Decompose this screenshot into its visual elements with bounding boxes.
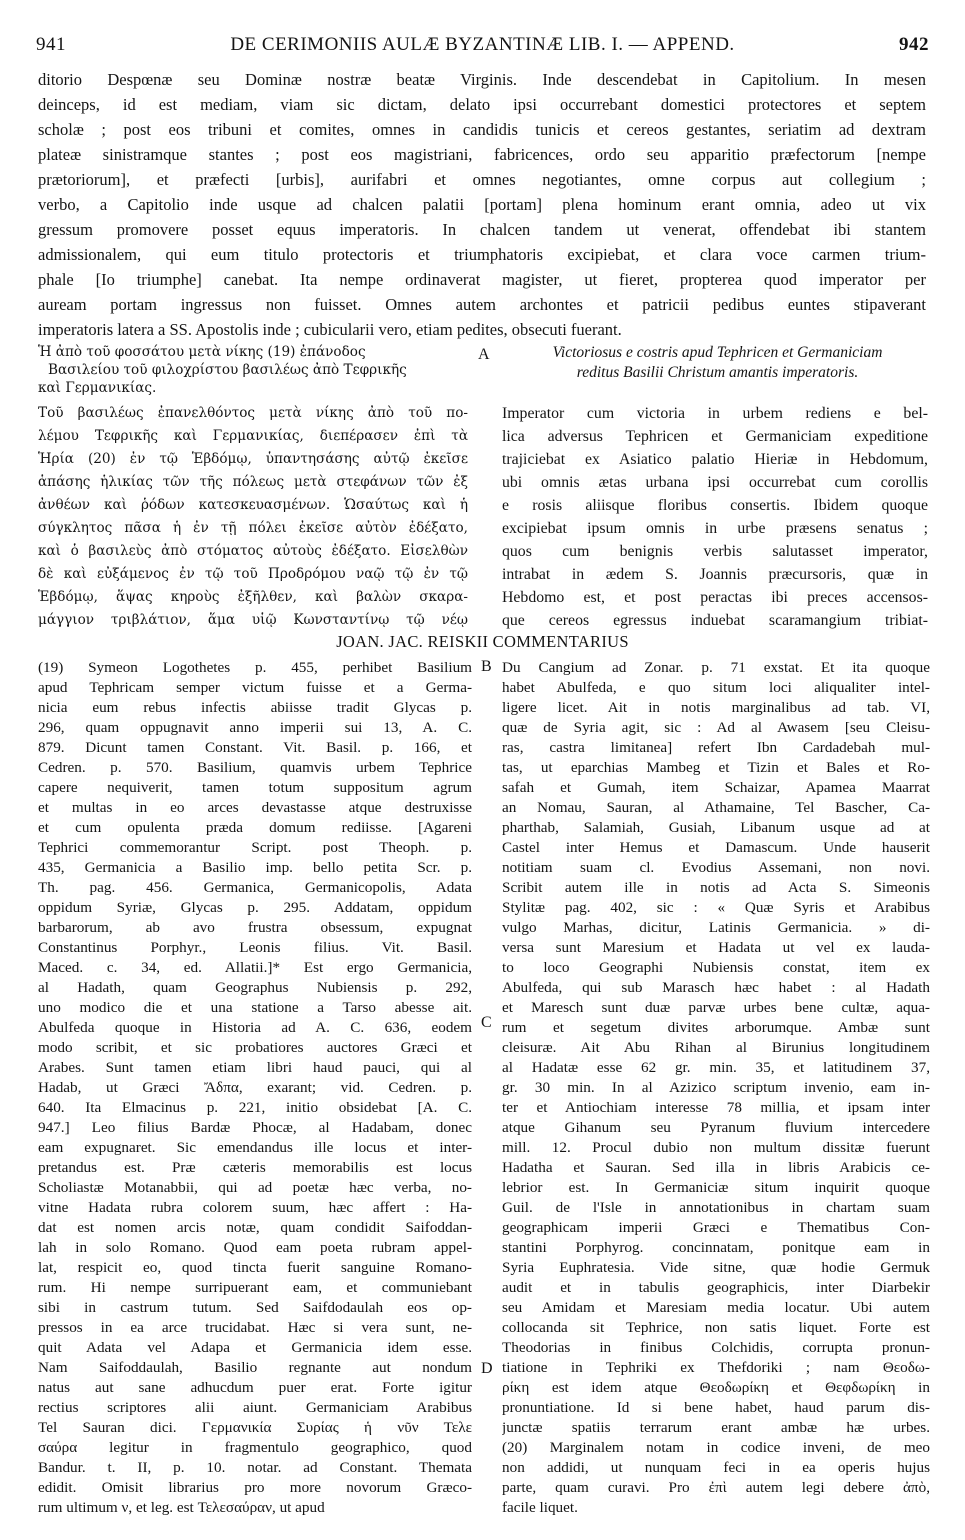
latin-line: ubi omnis ætas urbana ipsi occurrebat cum corollis	[502, 474, 928, 491]
greek-line: μάγγιον τριβλάτιον, ἅμα υἱῷ Κωνσταντίνῳ τῷ νέῳ	[38, 612, 468, 628]
text-line: plateæ sinistramque stantes ; post eos magistriani, fabricences, ordo seu apparitio præfectorum [nempe	[38, 145, 926, 164]
commentary-line: oppidum Syriæ, Glycas p. 295. Addatam, oppidum	[38, 899, 472, 916]
commentary-line: lat, respicit eo, quod tincta fuerit sanguine Romano-	[38, 1259, 472, 1276]
commentary-line: 879. Dicunt tamen Constant. Vit. Basil. p. 166, et	[38, 739, 472, 756]
commentary-line: safah et Gumah, item Schaizar, Apamea Maarrat	[502, 779, 930, 796]
commentary-line: rectius scriptores alii aiunt. Germaniciam Arabibus	[38, 1399, 472, 1416]
latin-section-title-line: Victoriosus e costris apud Tephricen et Germaniciam	[552, 344, 883, 361]
commentary-line: collocanda sit Tephrice, non satis liquet. Forte est	[502, 1319, 930, 1336]
commentary-line: 435, Germanicia a Basilio imp. bello petita Scr. p.	[38, 859, 472, 876]
greek-line: Τοῦ βασιλέως ἐπανελθόντος μετὰ νίκης ἀπὸ τοῦ πο-	[38, 405, 468, 421]
commentary-line: 947.] Leo filius Bardæ Phocæ, al Hadabam, donec	[38, 1119, 472, 1136]
commentary-line: quit Adata vel Adapa et Germanicia idem esse.	[38, 1339, 472, 1356]
commentary-line: al Hadatæ esse 62 gr. min. 35, et latitudinem 37,	[502, 1059, 930, 1076]
commentary-line: Maced. c. 34, ed. Allatii.]* Est ergo Germanicia,	[38, 959, 472, 976]
commentary-line: Castel inter Hemus et Damascum. Unde hauserit	[502, 839, 930, 856]
commentary-line: Tephrici commemorantur Script. post Theoph. p.	[38, 839, 472, 856]
commentary-line: Abulfeda quoque in Historia ad A. C. 636, eodem	[38, 1019, 472, 1036]
commentary-line: Hadab, ut Græci Ἄδπα, exarant; vid. Cedren. p.	[38, 1079, 472, 1096]
page-number-left: 941	[36, 34, 66, 55]
text-line: ditorio Despœnæ seu Dominæ nostræ beatæ Virginis. Inde descendebat in Capitolium. In mesen	[38, 70, 926, 89]
commentary-line: pronuntiatione. Id si bene habet, haud parum dis-	[502, 1399, 930, 1416]
commentary-line: lah in solo Romano. Quod eam poeta rubram appel-	[38, 1239, 472, 1256]
margin-marker-d: D	[481, 1360, 493, 1377]
commentary-line: al Hadath, quam Geographus Nubiensis p. 292,	[38, 979, 472, 996]
greek-line: καὶ ὁ βασιλεὺς ἀπὸ στόματος αὐτοὺς ἐδέξατο. Εἰσελθὼν	[38, 543, 468, 559]
commentary-line: 296, quam oppugnavit anno imperii sui 13, A. C.	[38, 719, 472, 736]
commentary-line: geographicam imperii Græci e Thematibus Con-	[502, 1219, 930, 1236]
commentary-line: Nam Saifoddaulah, Basilio regnante aut nondum	[38, 1359, 472, 1376]
commentary-line: modo scribit, et sic probatiores auctores Græci et	[38, 1039, 472, 1056]
commentary-line: Constantinus Porphyr., Leonis filius. Vit. Basil.	[38, 939, 472, 956]
commentary-line: lebrior est. In Germaniciæ situm inquirit quoque	[502, 1179, 930, 1196]
commentary-line: Arabes. Sunt tamen etiam libri haud pauci, qui al	[38, 1059, 472, 1076]
commentary-line: facile liquet.	[502, 1499, 578, 1516]
commentary-line: audit et in tabulis geographicis, inter Diarbekir	[502, 1279, 930, 1296]
commentary-line: Cedren. p. 570. Basilium, quamvis urbem Tephrice	[38, 759, 472, 776]
text-line: prætoriorum], et præfecti [urbis], aurifabri et omnes negotiantes, omne corpus aut collegium ;	[38, 170, 926, 189]
commentary-line: ρίκη est idem atque Θεοδωρίκη et Θεφδωρίκη in	[502, 1379, 930, 1396]
commentary-line: an Nomau, Sauran, al Athamaine, Tel Bascher, Ca-	[502, 799, 930, 816]
commentary-line: dat est nomen arcis notæ, quam condidit Saifoddan-	[38, 1219, 472, 1236]
commentary-line: mill. 12. Procul dubio non multum dissitæ fuerunt	[502, 1139, 930, 1156]
latin-line: que cereos egressus induebat scaramangium tribiat-	[502, 612, 928, 629]
commentary-line: eam expugnaret. Sic emendandus ille locus et inter-	[38, 1139, 472, 1156]
latin-line: trajiciebat ex Asiatico palatio Hieriæ in Hebdomum,	[502, 451, 928, 468]
commentary-line: Abulfeda, qui sub Marasch hæc habet : al Hadath	[502, 979, 930, 996]
text-line: admissionalem, qui eum titulo protectoris et triumphatoris excipiebat, et clara voce carmen trium-	[38, 245, 926, 264]
commentary-line: Hadatha et Sauran. Sed illa in libris Arabicis ce-	[502, 1159, 930, 1176]
margin-marker-b: B	[481, 658, 492, 675]
margin-marker-a: A	[478, 346, 490, 363]
commentary-line: edidit. Omisit librarius pro more novorum Græco-	[38, 1479, 472, 1496]
commentary-line: parte, quam curavi. Pro ἐπὶ autem legi debere ἀπὸ,	[502, 1479, 930, 1496]
commentary-line: natus aut sane adhucdum puer erat. Forte igitur	[38, 1379, 472, 1396]
commentary-line: ligere licet. Ait in notis marginalibus ad tab. VI,	[502, 699, 930, 716]
commentary-line: (19) Symeon Logothetes p. 455, perhibet Basilium	[38, 659, 472, 676]
greek-line: Ἑβδόμῳ, ἅψας κηροὺς ἐξῆλθεν, καὶ βαλὼν σκαρα-	[38, 589, 468, 605]
commentary-line: stantini Porphyrog. concinnatam, ponitque eam in	[502, 1239, 930, 1256]
commentary-line: nicia eum rebus infectis abiisse tradit Glycas p.	[38, 699, 472, 716]
latin-section-title-line: reditus Basilii Christum amantis imperatoris.	[576, 364, 859, 381]
commentary-line: sibi in castrum tutum. Sed Saifdodaulah eos op-	[38, 1299, 472, 1316]
greek-line: λέμου Τεφρικῆς καὶ Γερμανικίας, διεπέρασεν ἐπὶ τὰ	[38, 428, 468, 444]
commentary-heading: JOAN. JAC. REISKII COMMENTARIUS	[336, 632, 629, 651]
commentary-line: Tel Sauran dici. Γερμανικία Συρίας ἡ νῦν Τελε	[38, 1419, 472, 1436]
commentary-line: capere nequiverit, tamen totum suppositum agrum	[38, 779, 472, 796]
commentary-line: seu Amidam et Maresiam media locatur. Ubi autem	[502, 1299, 930, 1316]
commentary-line: non addidi, ut nunquam feci in ea operis hujus	[502, 1459, 930, 1476]
commentary-line: et Maresch sunt duæ parvæ urbes bene cultæ, aqua-	[502, 999, 930, 1016]
commentary-line: pharthab, Salamiah, Gusiah, Libanum usque ad at	[502, 819, 930, 836]
commentary-line: junctæ spatiis terrarum erant ambæ hæ urbes.	[502, 1419, 930, 1436]
page-number-right: 942	[899, 34, 929, 55]
latin-line: Imperator cum victoria in urbem rediens e bel-	[502, 405, 928, 422]
commentary-line: apud Tephricam semper victum fuisse et a Germa-	[38, 679, 472, 696]
commentary-line: atque Gihanum seu Pyranum fluvium intercedere	[502, 1119, 930, 1136]
text-line: imperatoris latera a SS. Apostolis inde ; cubicularii vero, etiam pedites, obsecuti fuerant.	[38, 320, 622, 339]
greek-line: ἀνθέων καὶ ῥόδων κατεσκευασμένων. Ὡσαύτως καὶ ἡ	[38, 497, 468, 513]
greek-section-title-line: καὶ Γερμανικίας.	[38, 380, 157, 396]
greek-line: Ἡρία (20) ἐν τῷ Ἑβδόμῳ, ὑπαντησάσης αὐτῷ ἐκεῖσε	[38, 451, 468, 467]
commentary-line: Scholiastæ Motanabbii, qui ad poetæ hæc verba, no-	[38, 1179, 472, 1196]
text-line: deinceps, id est mediam, viam sic dictam, delato ipsi occurrebant domestici protectores et septem	[38, 95, 926, 114]
greek-line: σύγκλητος πᾶσα ἡ ἐν τῇ πόλει ἐκεῖσε αὐτὸν ἐδέξατο,	[38, 520, 468, 536]
commentary-line: notitiam suam cl. Evodius Assemani, non novi.	[502, 859, 930, 876]
commentary-line: rum ultimum ν, et leg. est Τελεσαύραν, ut apud	[38, 1499, 325, 1516]
commentary-line: Bandur. t. II, p. 10. notar. ad Constant. Themata	[38, 1459, 472, 1476]
text-line: gressum promovere posset equus imperatoris. In chalcen tandem ut venerat, offendebat ibi stantem	[38, 220, 926, 239]
commentary-line: rum et segetum divites arborumque. Ambæ sunt	[502, 1019, 930, 1036]
latin-line: e rosis aliisque floribus consertis. Ibidem quoque	[502, 497, 928, 514]
commentary-line: tiatione in Tephriki ex Thefdoriki ; nam Θεοδω-	[502, 1359, 930, 1376]
commentary-line: Syria Euphratesia. Vide sitne, quæ hodie Germuk	[502, 1259, 930, 1276]
commentary-line: barbarorum, ab avo frustra obsessum, expugnat	[38, 919, 472, 936]
commentary-line: versa sunt Maresium et Hadata ut vel ex lauda-	[502, 939, 930, 956]
commentary-line: pretandus est. Præ cæteris memorabilis est locus	[38, 1159, 472, 1176]
text-line: phale [Io triumphe] canebat. Ita nempe ordinaverat magister, ut fieret, propterea quod imperator per	[38, 270, 926, 289]
commentary-line: uno modico die et una statione a Tarso abesse ait.	[38, 999, 472, 1016]
commentary-line: Theodorias in finibus Colchidis, corrupta pronun-	[502, 1339, 930, 1356]
greek-line: ἁπάσης ἡλικίας τῶν τῆς πόλεως μετὰ στεφάνων τῶν ἐξ	[38, 474, 468, 490]
running-title: DE CERIMONIIS AULÆ BYZANTINÆ LIB. I. — APPEND.	[230, 34, 735, 55]
text-line: scholæ ; post eos tribuni et comites, omnes in candidis tunicis et cereos gestantes, seriatim ad dextram	[38, 120, 926, 139]
commentary-line: vitne Hadata rubra colorem suum, hæc affert : Ha-	[38, 1199, 472, 1216]
commentary-line: to loco Geographi Nubiensis constat, item ex	[502, 959, 930, 976]
margin-marker-c: C	[481, 1014, 492, 1031]
commentary-line: vulgo Marhas, dicitur, Latinis Germanicia. » di-	[502, 919, 930, 936]
greek-line: δὲ καὶ εὐξάμενος ἐν τῷ τοῦ Προδρόμου ναῷ τῷ ἐν τῷ	[38, 566, 468, 582]
text-line: auream portam ingressus non fuisset. Omnes autem archontes et patricii pedibus euntes stipaverant	[38, 295, 926, 314]
latin-line: Hebdomo est, et post peractas ibi preces accensos-	[502, 589, 928, 606]
commentary-line: pressos in ea arce trucidabat. Hæc si vera sunt, ne-	[38, 1319, 472, 1336]
commentary-line: (20) Marginalem notam in codice inveni, de meo	[502, 1439, 930, 1456]
commentary-line: Scribit autem ille in notis ad Acta S. Simeonis	[502, 879, 930, 896]
latin-line: excipiebat ipsum omnis in urbe præsens senatus ;	[502, 520, 928, 537]
commentary-line: Guil. de l'Isle in annotationibus in chartam suam	[502, 1199, 930, 1216]
latin-line: lica adversus Tephricen et Germaniciam expeditione	[502, 428, 928, 445]
commentary-line: Du Cangium ad Zonar. p. 71 exstat. Et ita quoque	[502, 659, 930, 676]
commentary-line: et cum opulenta præda domum rediisse. [Agareni	[38, 819, 472, 836]
text-line: verbo, a Capitolio inde usque ad chalcen palatii [portam] plena hominum erant omnia, adeo ut vix	[38, 195, 926, 214]
greek-section-title-line: Βασιλείου τοῦ φιλοχρίστου βασιλέως ἀπὸ Τεφρικῆς	[48, 362, 407, 378]
commentary-line: σαύρα legitur in fragmentulo geographico, quod	[38, 1439, 472, 1456]
latin-line: quos cum benignis verbis salutasset imperator,	[502, 543, 928, 560]
commentary-line: habet Abulfeda, e quo situm loci aliqualiter intel-	[502, 679, 930, 696]
commentary-line: quæ de Syria agit, sic : Ad al Awasem [seu Cleisu-	[502, 719, 930, 736]
commentary-line: et multas in eo arces devastasse atque destruxisse	[38, 799, 472, 816]
commentary-line: gr. 30 min. In al Azizico scriptum invenio, eam in-	[502, 1079, 930, 1096]
running-header	[36, 34, 929, 58]
commentary-line: Stylitæ pag. 402, sic : « Quæ Syris et Arabibus	[502, 899, 930, 916]
greek-section-title-line: Ἡ ἀπὸ τοῦ φοσσάτου μετὰ νίκης (19) ἐπάνοδος	[38, 344, 366, 360]
commentary-line: ras, castra limitanea] refert Ibn Cardadebah mul-	[502, 739, 930, 756]
latin-line: intrabat in ædem S. Joannis præcursoris, quæ in	[502, 566, 928, 583]
commentary-line: 640. Ita Elmacinus p. 221, initio obsidebat [A. C.	[38, 1099, 472, 1116]
commentary-line: cleisuræ. Ait Abu Rihan al Birunius longitudinem	[502, 1039, 930, 1056]
commentary-line: tas, ut eparchias Mambeg et Tizin et Bales et Ro-	[502, 759, 930, 776]
commentary-line: ter et Antiochiam interesse 78 millia, et ipsam inter	[502, 1099, 930, 1116]
commentary-line: rum. Hi nempe surripuerant eam, et communiebant	[38, 1279, 472, 1296]
commentary-line: Th. pag. 456. Germanica, Germanicopolis, Adata	[38, 879, 472, 896]
